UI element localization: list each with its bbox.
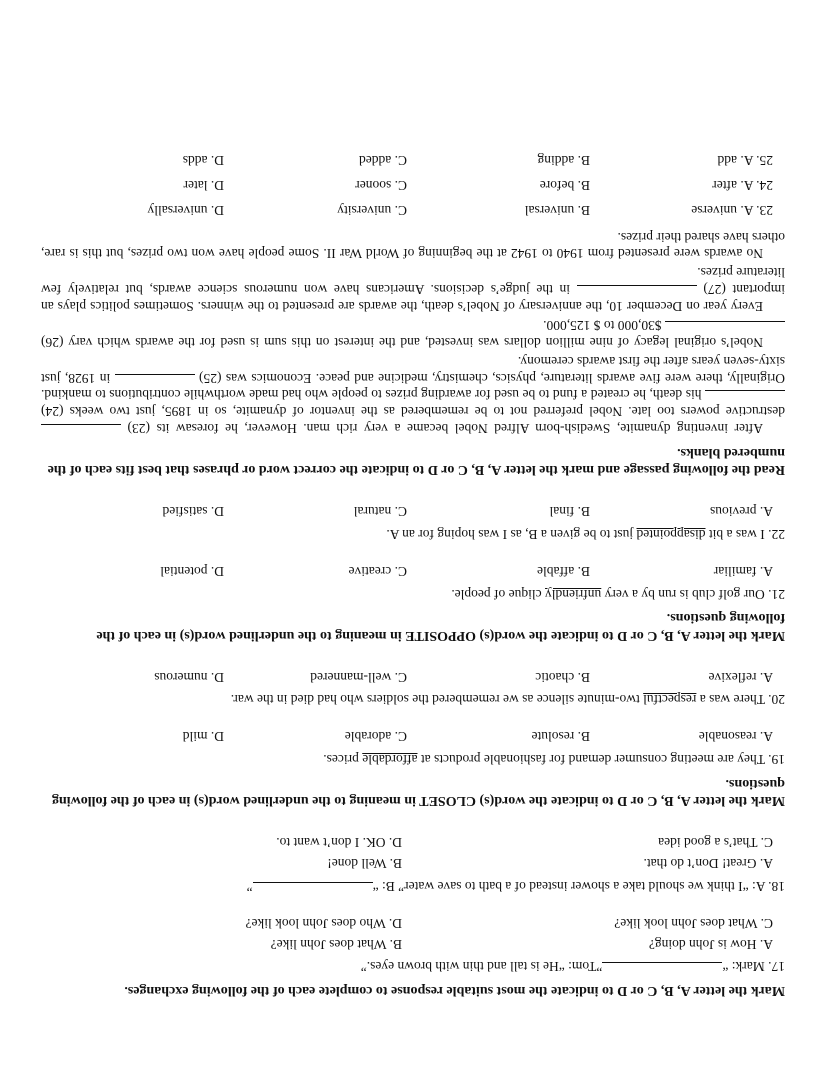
section-header: Mark the letter A, B, C or D to indicate the most suitable response to complete each of the following exchanges. bbox=[124, 983, 785, 998]
underlined-word: respectful bbox=[643, 692, 697, 708]
blank-24 bbox=[705, 391, 785, 393]
section-closest bbox=[41, 666, 785, 810]
option-b: B. adding bbox=[537, 153, 590, 168]
section-exchanges bbox=[41, 831, 785, 999]
blank-26 bbox=[665, 321, 785, 323]
option-b: B. Well done! bbox=[327, 856, 402, 871]
option-b: B. final bbox=[549, 504, 590, 520]
option-a: 23. A. universe bbox=[691, 202, 773, 218]
question-stem: 22. I was a bit disappointed just to be given a B, as I was hoping for an A. bbox=[386, 527, 785, 542]
option-c: C. What does John look like? bbox=[614, 915, 773, 931]
option-a: A. reasonable bbox=[698, 729, 773, 745]
options bbox=[41, 831, 773, 873]
option-c: C. adorable bbox=[344, 729, 407, 745]
option-b: B. chaotic bbox=[535, 669, 590, 685]
option-c: C. added bbox=[359, 153, 407, 168]
question-21 bbox=[41, 560, 785, 602]
option-c: C. That’s a good idea bbox=[658, 835, 773, 851]
question-stem: 19. They are meeting consumer demand for fashionable products at affordable prices. bbox=[323, 752, 785, 768]
answer-blank bbox=[253, 882, 373, 884]
question-22 bbox=[41, 500, 785, 542]
passage-paragraph-3: Every year on December 10, the anniversary of Nobel’s death, the awards are presented to the winners. Sometimes politics plays an important (27) in the judge’s decisions. Americans have won numerous science awards, but relatively few literature prizes. bbox=[40, 265, 785, 315]
options bbox=[41, 726, 773, 747]
option-c: C. creative bbox=[348, 563, 407, 579]
question-stem: 21. Our golf club is run by a very unfriendly clique of people. bbox=[451, 586, 785, 602]
question-23-options bbox=[41, 199, 773, 220]
question-stem: 17. Mark: “”Tom: “He is tall and thin with brown eyes.” bbox=[360, 959, 785, 975]
section-opposite bbox=[41, 500, 785, 644]
option-a: 24. A. after bbox=[712, 177, 773, 193]
option-b: B. What does John like? bbox=[270, 936, 402, 952]
option-b: B. resolute bbox=[531, 729, 590, 745]
option-a: 25. A. add bbox=[717, 153, 773, 168]
underlined-word: disappointed bbox=[636, 527, 706, 542]
option-d: D. OK. I don’t want to. bbox=[276, 835, 402, 851]
question-stem: 18. A: “I think we should take a shower instead of a bath to save water” B: “” bbox=[246, 878, 785, 894]
option-d: D. satisfied bbox=[162, 504, 224, 520]
question-25-options bbox=[41, 149, 773, 170]
underlined-word: unfriendly bbox=[545, 586, 602, 602]
question-stem: 20. There was a respectful two-minute silence as we remembered the soldiers who had died in the war. bbox=[230, 692, 785, 708]
option-d: D. Who does John look like? bbox=[245, 915, 402, 931]
option-b: B. universal bbox=[524, 202, 590, 218]
option-d: D. potential bbox=[160, 563, 224, 579]
option-d: D. mild bbox=[182, 729, 224, 745]
option-a: A. familiar bbox=[713, 563, 773, 579]
option-c: C. natural bbox=[353, 504, 407, 520]
section-header: Mark the letter A, B, C or D to indicate the word(s) OPPOSITE in meaning to the underlined word(s) in each of the following questions. bbox=[96, 610, 785, 643]
blank-23 bbox=[41, 424, 121, 426]
option-a: A. reflexive bbox=[708, 669, 773, 685]
option-c: C. sooner bbox=[355, 177, 407, 193]
section-header: Read the following passage and mark the letter A, B, C or D to indicate the correct word or phrases that best fits each of the numbered blanks. bbox=[47, 444, 785, 478]
underlined-word: affordable bbox=[362, 752, 418, 768]
option-b: B. affable bbox=[537, 563, 590, 579]
option-d: D. later bbox=[183, 177, 224, 193]
question-18 bbox=[41, 831, 785, 894]
blank-25 bbox=[115, 374, 195, 376]
section-passage bbox=[41, 149, 785, 478]
answer-blank bbox=[602, 963, 722, 965]
exam-content bbox=[41, 149, 785, 999]
question-19 bbox=[41, 726, 785, 768]
blank-27 bbox=[577, 285, 697, 287]
option-a: A. How is John doing? bbox=[648, 936, 773, 952]
option-c: C. university bbox=[337, 202, 407, 218]
options bbox=[41, 560, 773, 581]
option-a: A. Great! Don’t do that. bbox=[643, 856, 773, 871]
section-header: Mark the letter A, B, C or D to indicate the word(s) CLOSET in meaning to the underlined word(s) in each of the following questions. bbox=[51, 775, 785, 809]
options bbox=[41, 912, 773, 954]
question-20 bbox=[41, 666, 785, 708]
passage-paragraph-1: After inventing dynamite, Swedish-born Alfred Nobel became a very rich man. However, he foresaw its (23) destructive powers too late. Nobel preferred not to be remembered as the inventor of dynamite, so in 1895, just two weeks (24) his death, he created a fund to be used for awarding prizes to people who had made worthwhile contributions to mankind. Originally, there were five awards literature, physics, chemistry, medicine and peace. Economics was (25) in 1928, just sixty-seven years after the first awards ceremony. bbox=[41, 353, 785, 437]
question-17 bbox=[41, 912, 785, 975]
option-d: D. numerous bbox=[154, 669, 224, 685]
question-24-options bbox=[41, 174, 773, 195]
options bbox=[41, 500, 773, 521]
options bbox=[41, 666, 773, 687]
option-d: D. adds bbox=[182, 153, 224, 168]
option-b: B. before bbox=[539, 177, 590, 193]
option-c: C. well-mannered bbox=[310, 669, 407, 685]
option-d: D. universally bbox=[147, 202, 224, 218]
option-a: A. previous bbox=[710, 504, 773, 520]
passage-paragraph-4: No awards were presented from 1940 to 1942 at the beginning of World War II. Some people have won two prizes, but this is rare, others have shared their prizes. bbox=[41, 229, 785, 262]
passage-paragraph-2: Nobel’s original legacy of nine million dollars was invested, and the interest on this sum is used for the awards which vary (26) $30,000 to $ 125,000. bbox=[41, 316, 785, 350]
